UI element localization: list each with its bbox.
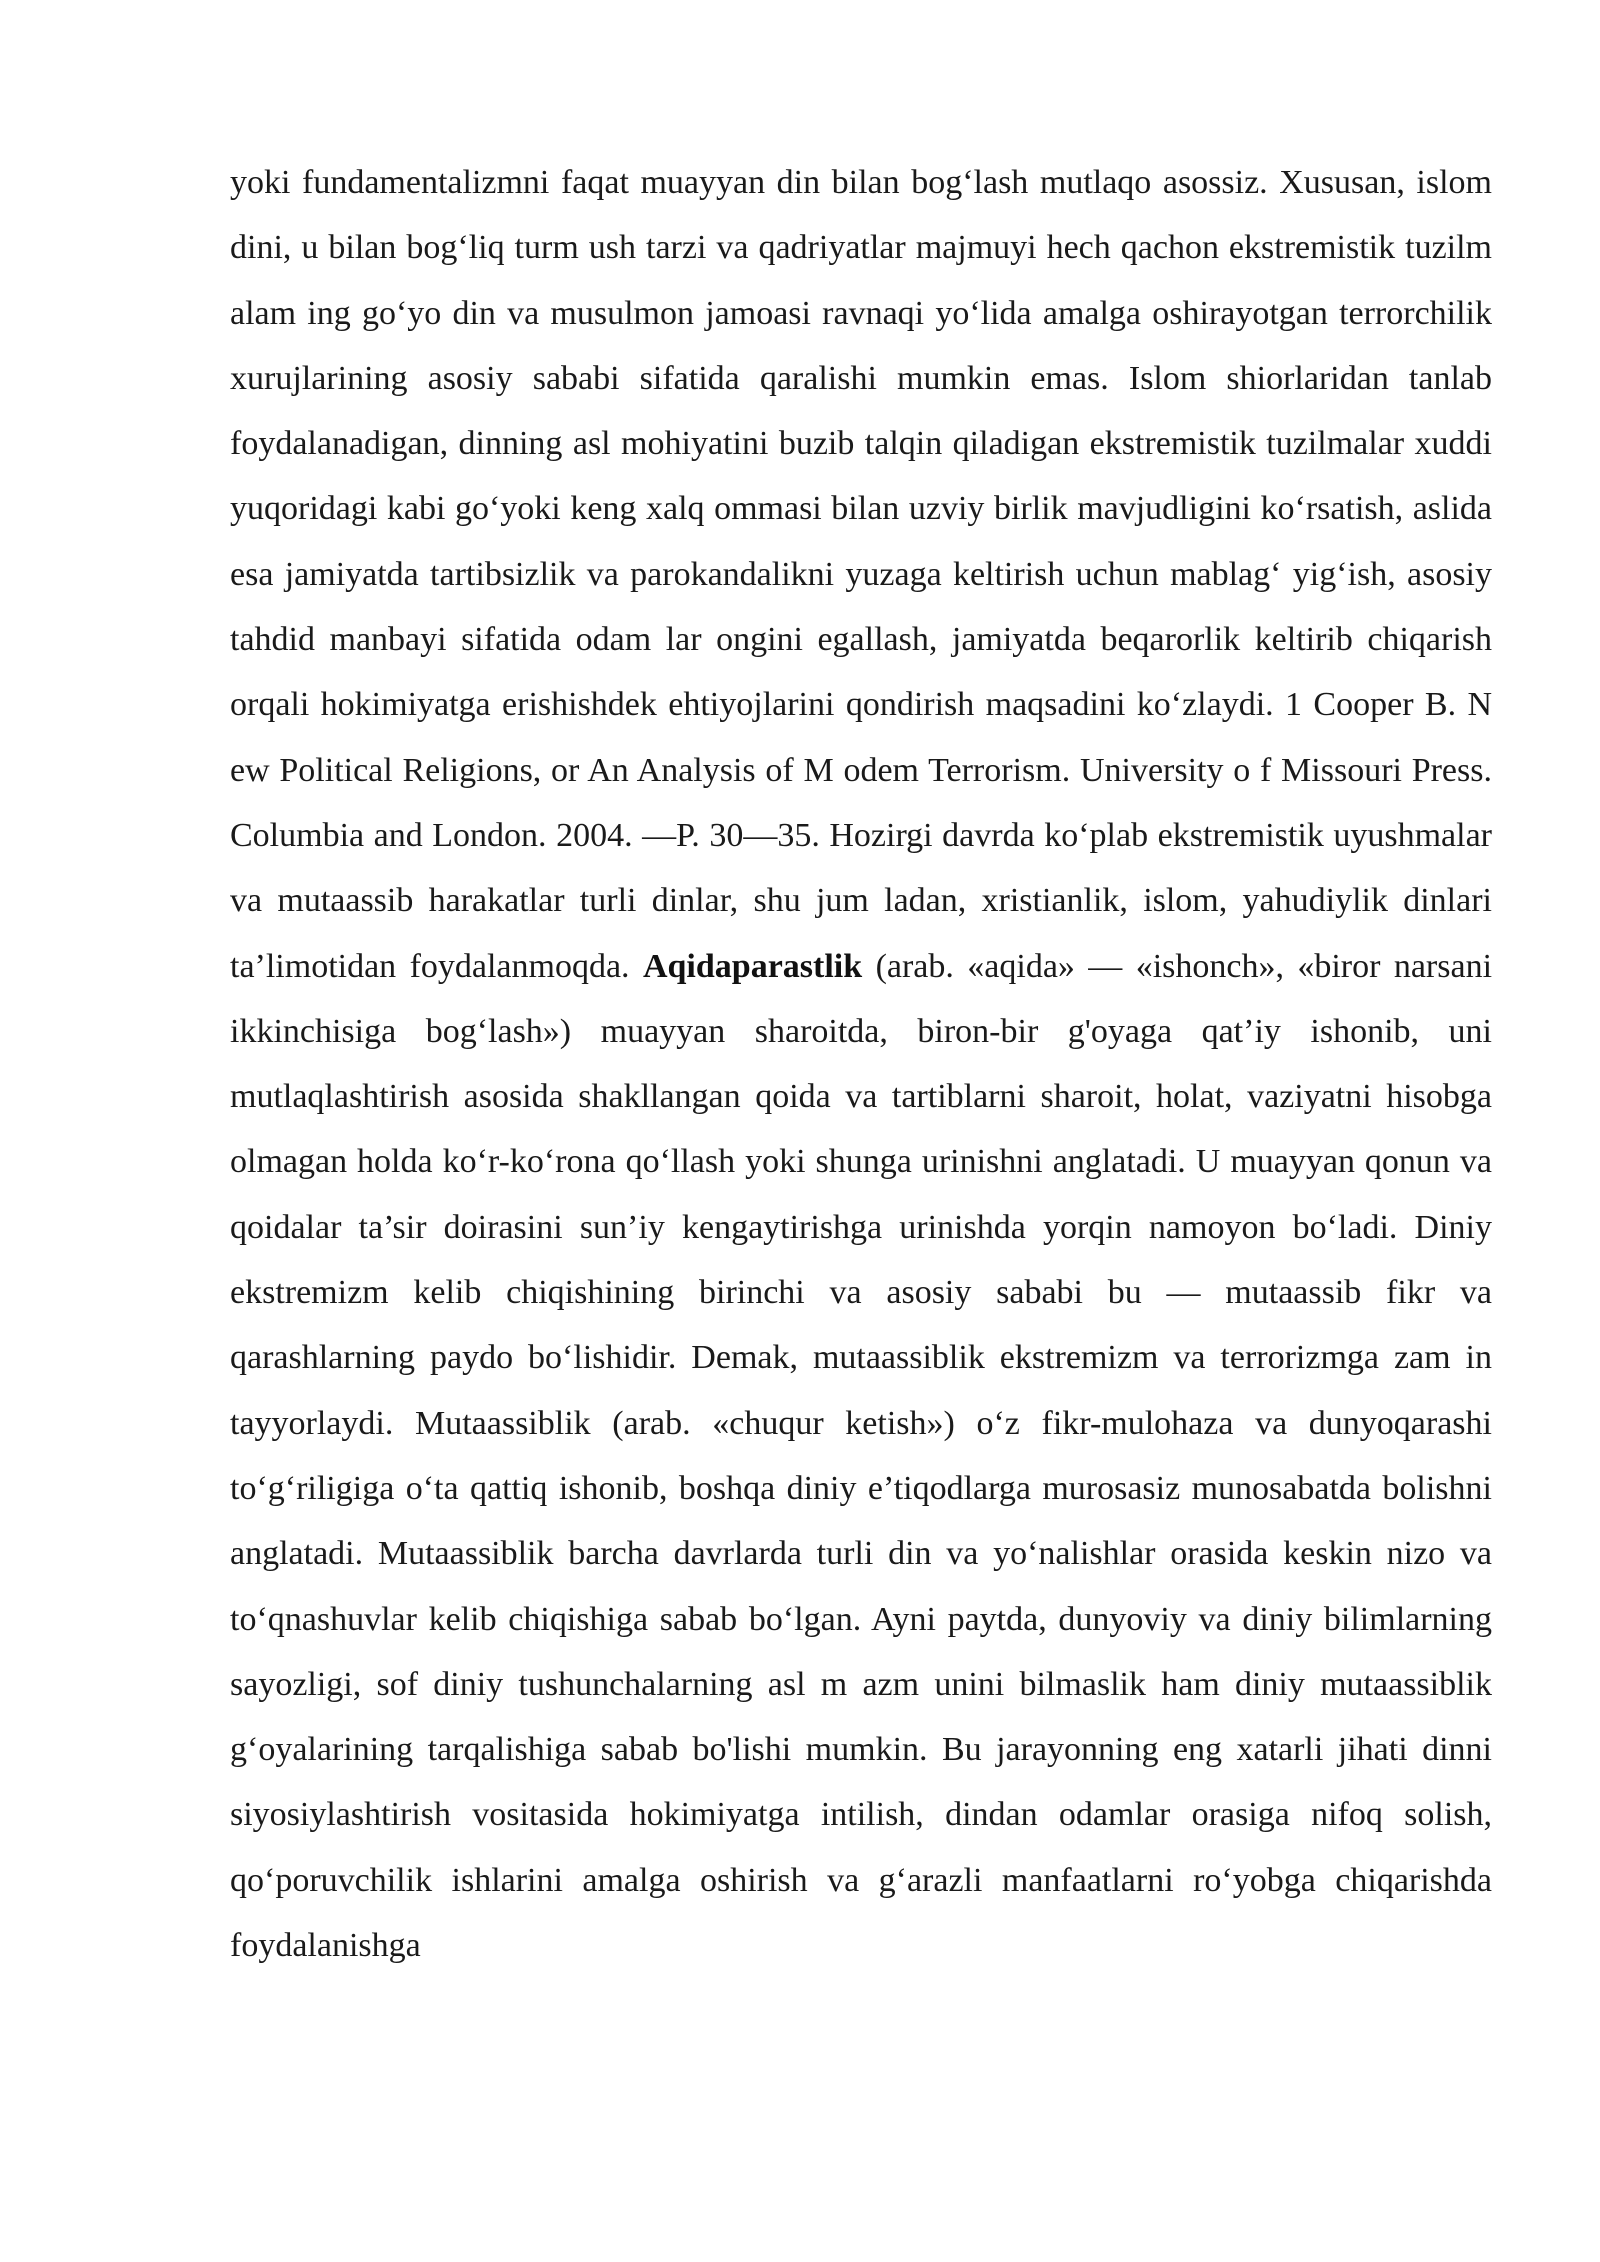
bold-term-aqidaparastlik: Aqidaparastlik — [642, 947, 863, 985]
document-page — [230, 150, 1492, 1978]
paragraph-text-after-term: (arab. «aqida» — «ishonch», «biror narsani ikkinchisiga bog‘lash») muayyan sharoitda, biron-bir g'oyaga qat’iy ishonib, uni mutlaqlashtirish asosida shakllangan qoida va tartiblarni sharoit, holat, vaziyatni hisobga olmagan holda ko‘r-ko‘rona qo‘llash yoki shunga urinishni anglatadi. U muayyan qonun va qoidalar ta’sir doirasini sun’iy kengaytirishga urinishda yorqin namoyon bo‘ladi. Diniy ekstremizm kelib chiqishining birinchi va asosiy sababi bu — mutaassib fikr va qarashlarning paydo bo‘lishidir. Demak, mutaassiblik ekstremizm va terrorizmga zam in tayyorlaydi. Mutaassiblik (arab. «chuqur ketish») o‘z fikr-mulohaza va dunyoqarashi to‘g‘riligiga o‘ta qattiq ishonib, boshqa diniy e’tiqodlarga murosasiz munosabatda bolishni anglatadi. Mutaassiblik barcha davrlarda turli din va yo‘nalishlar orasida keskin nizo va to‘qnashuvlar kelib chiqishiga sabab bo‘lgan. Ayni paytda, dunyoviy va diniy bilimlarning sayozligi, sof diniy tushunchalarning asl m azm unini bilmaslik ham diniy mutaassiblik g‘oyalarining tarqalishiga sabab bo'lishi mumkin. Bu jarayonning eng xatarli jihati dinni siyosiylashtirish vositasida hokimiyatga intilish, dindan odamlar orasiga nifoq solish, qo‘poruvchilik ishlarini amalga oshirish va g‘arazli manfaatlarni ro‘yobga chiqarishda foydalanishga — [230, 947, 1493, 1965]
paragraph-text-before-term: yoki fundamentalizmni faqat muayyan din bilan bog‘lash mutlaqo asossiz. Xususan, islom dini, u bilan bog‘liq turm ush tarzi va qadriyatlar majmuyi hech qachon ekstremistik tuzilm alam ing go‘yo din va musulmon jamoasi ravnaqi yo‘lida amalga oshirayotgan terrorchilik xurujlarining asosiy sababi sifatida qaralishi mumkin emas. Islom shiorlaridan tanlab foydalanadigan, dinning asl mohiyatini buzib talqin qiladigan ekstremistik tuzilmalar xuddi yuqoridagi kabi go‘yoki keng xalq ommasi bilan uzviy birlik mavjudligini ko‘rsatish, aslida esa jamiyatda tartibsizlik va parokandalikni yuzaga keltirish uchun mablag‘ yig‘ish, asosiy tahdid manbayi sifatida odam lar ongini egallash, jamiyatda beqarorlik keltirib chiqarish orqali hokimiyatga erishishdek ehtiyojlarini qondirish maqsadini ko‘zlaydi. 1 Cooper B. N ew Political Religions, or An Analysis of M odem Terrorism. University o f Missouri Press. Columbia and London. 2004. —P. 30—35. Hozirgi davrda ko‘plab ekstremistik uyushmalar va mutaassib harakatlar turli dinlar, shu jum ladan, xristianlik, islom, yahudiylik dinlari ta’limotidan foydalanmoqda. — [230, 164, 1492, 985]
body-paragraph — [230, 150, 1492, 1978]
